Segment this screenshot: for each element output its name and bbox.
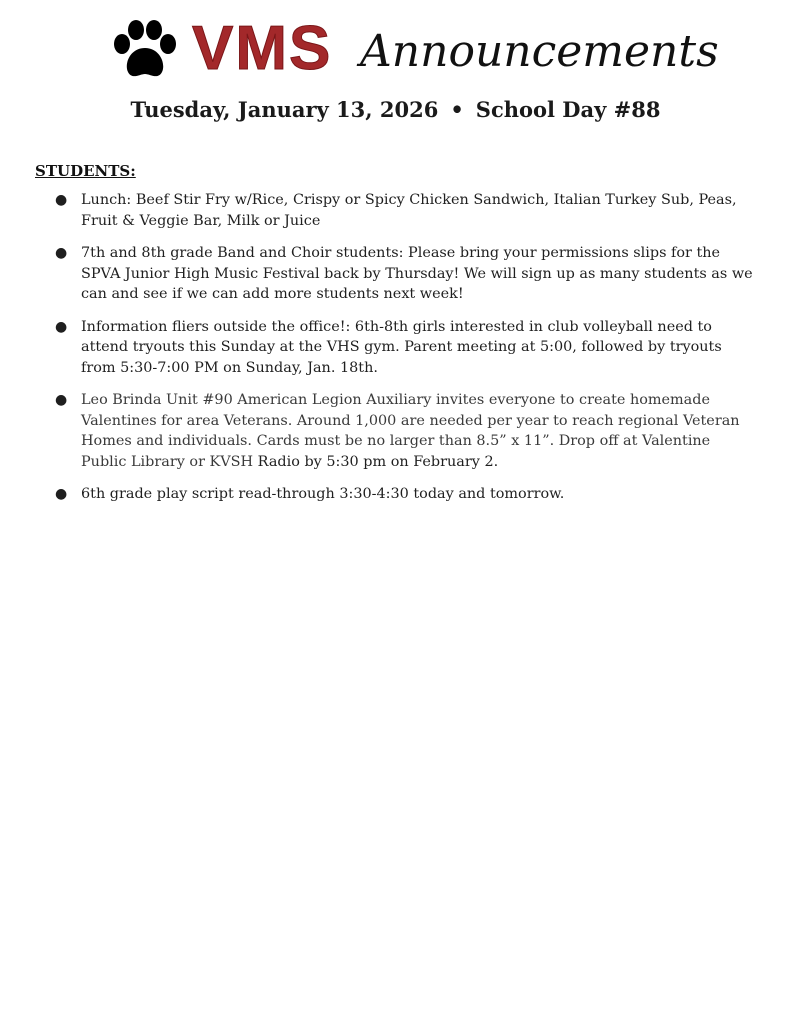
- announcement-text: Information fliers outside the office!: 6th-8th girls interested in club volleyball need to attend tryouts this Sunday at the VHS gym. Parent meeting at 5:00, followed by tryouts from 5:30-7:00 PM on Sunday, Jan. 18th.: [81, 318, 722, 376]
- bullet-icon: ●: [55, 392, 68, 408]
- list-item: [55, 243, 755, 305]
- bullet-icon: ●: [55, 486, 68, 502]
- vms-logo-text: VMS: [192, 14, 333, 83]
- announcement-text: Lunch: Beef Stir Fry w/Rice, Crispy or Spicy Chicken Sandwich, Italian Turkey Sub, Peas, Fruit & Veggie Bar, Milk or Juice: [81, 192, 737, 229]
- separator-dot: •: [450, 97, 464, 122]
- announcement-text: 7th and 8th grade Band and Choir students: Please bring your permissions slips for the SPVA Junior High Music Festival back by Thursday! We will sign up as many students as we can and see if we can add more students next week!: [81, 245, 753, 302]
- bullet-icon: ●: [55, 245, 68, 261]
- announcements-title: Announcements: [360, 26, 719, 77]
- list-item: [55, 190, 755, 231]
- list-item: [55, 317, 755, 379]
- section-title-students: STUDENTS:: [35, 162, 136, 180]
- paw-print-icon: [108, 20, 180, 80]
- announcement-text: 6th grade play script read-through 3:30-4:30 today and tomorrow.: [81, 486, 565, 502]
- bullet-icon: ●: [55, 318, 68, 335]
- announcement-text: Leo Brinda Unit #90 American Legion Auxiliary invites everyone to create homemade Valentines for area Veterans. Around 1,000 are needed per year to reach regional Veteran Homes and individuals. Cards must be no larger than 8.5” x 11”. Drop off at Valentine Public Library or KVSH: [81, 392, 740, 470]
- school-day-text: School Day #88: [475, 97, 661, 122]
- header: [0, 14, 791, 86]
- date-text: Tuesday, January 13, 2026: [130, 97, 439, 122]
- date-line: [0, 96, 791, 124]
- announcement-list: [55, 190, 755, 517]
- list-item: [55, 390, 755, 472]
- list-item: [55, 484, 755, 505]
- bullet-icon: ●: [55, 192, 68, 208]
- announcement-text-end: Radio by 5:30 pm on February 2.: [257, 453, 499, 470]
